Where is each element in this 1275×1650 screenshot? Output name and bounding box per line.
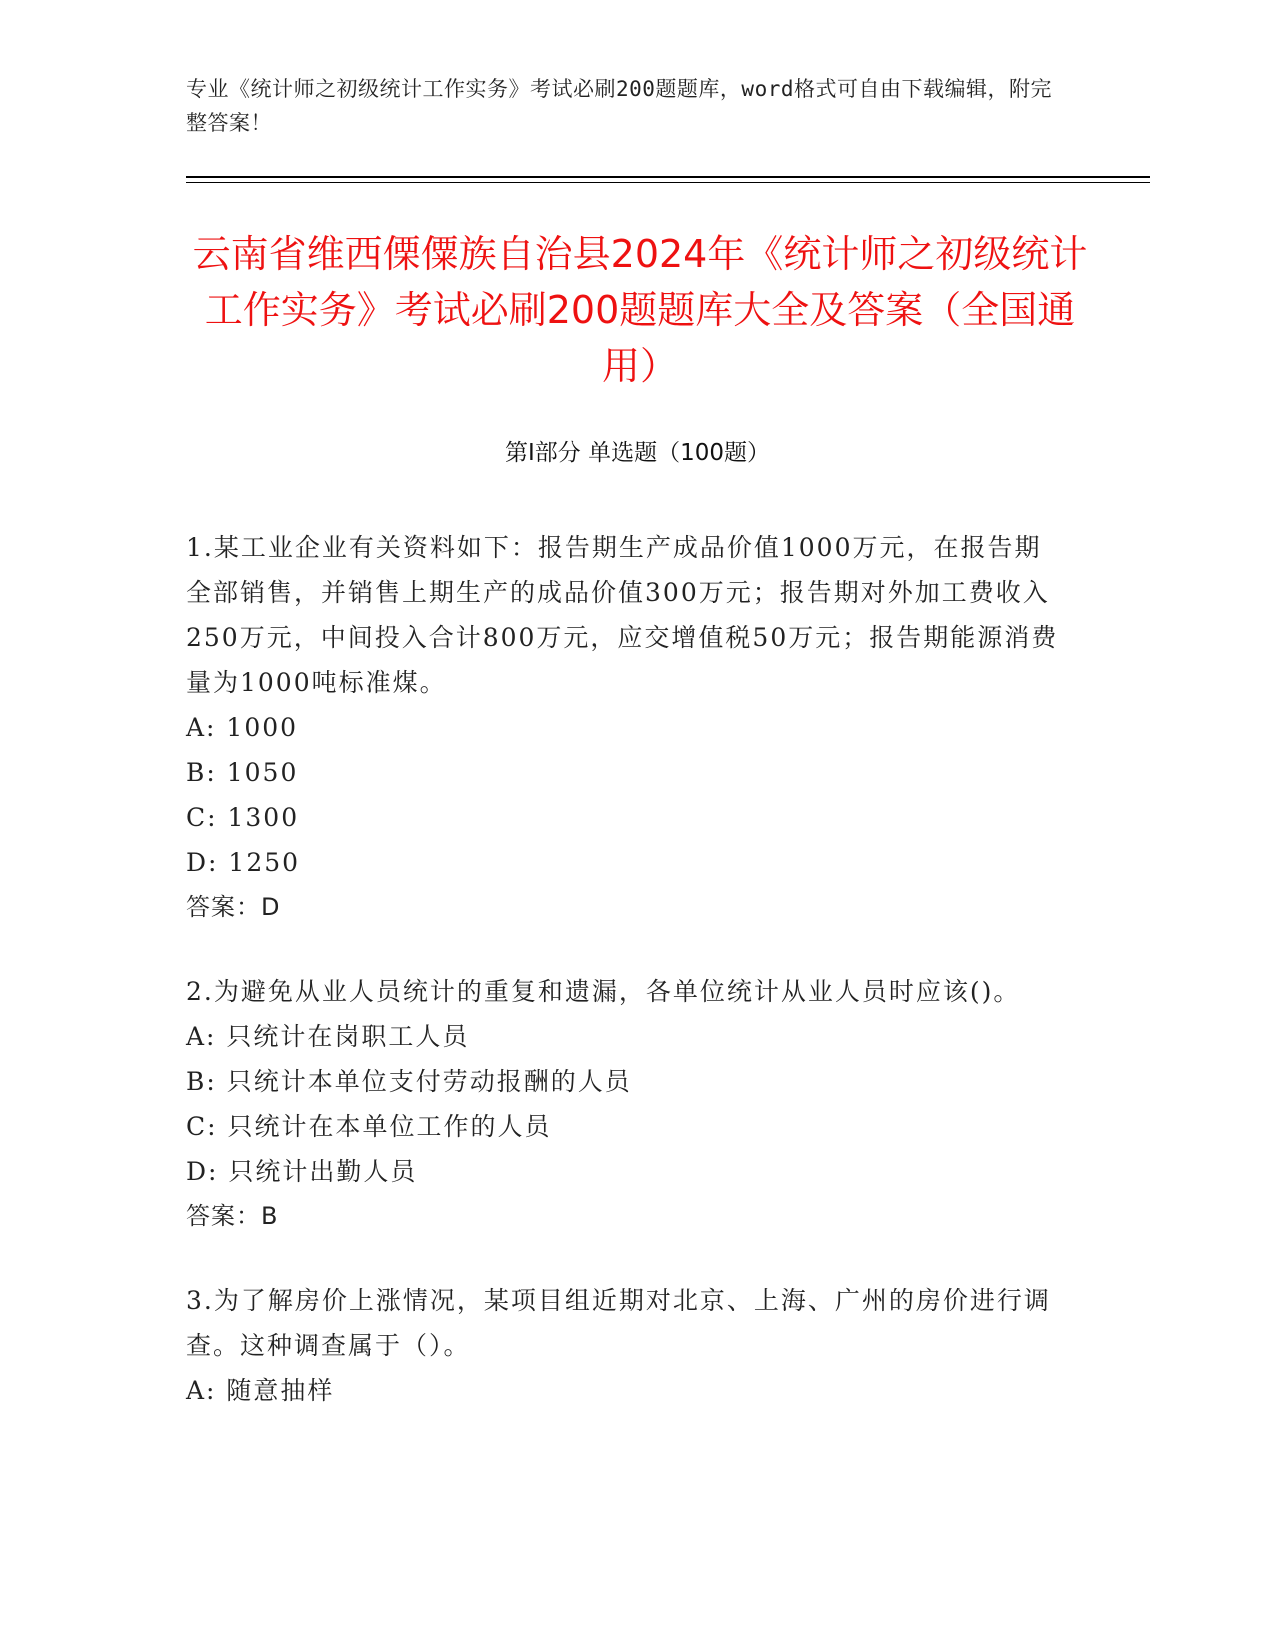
header-divider-thin xyxy=(186,182,1150,183)
document-title: 云南省维西傈僳族自治县2024年《统计师之初级统计工作实务》考试必刷200题题库大全及答案（全国通用） xyxy=(192,232,1088,388)
answer-line: 答案：D xyxy=(186,893,281,921)
question-item xyxy=(186,525,1066,930)
option-b: B: 只统计本单位支付劳动报酬的人员 xyxy=(186,1067,632,1096)
option-b: B: 1050 xyxy=(186,758,299,787)
question-item xyxy=(186,969,1066,1239)
option-c: C: 只统计在本单位工作的人员 xyxy=(186,1112,552,1141)
option-a: A: 随意抽样 xyxy=(186,1376,335,1405)
option-d: D: 1250 xyxy=(186,848,301,877)
section-heading: 第I部分 单选题（100题） xyxy=(505,440,770,466)
question-stem: 3.为了解房价上涨情况，某项目组近期对北京、上海、广州的房价进行调查。这种调查属于（）。 xyxy=(186,1286,1051,1360)
header-note: 专业《统计师之初级统计工作实务》考试必刷200题题库，word格式可自由下载编辑，附完整答案！ xyxy=(186,77,1052,135)
question-list xyxy=(186,525,1066,1452)
option-a: A: 只统计在岗职工人员 xyxy=(186,1022,470,1051)
header-divider-thick xyxy=(186,176,1150,178)
option-d: D: 只统计出勤人员 xyxy=(186,1157,418,1186)
answer-line: 答案：B xyxy=(186,1202,279,1230)
option-c: C: 1300 xyxy=(186,803,300,832)
question-item xyxy=(186,1278,1066,1413)
question-stem: 1.某工业企业有关资料如下：报告期生产成品价值1000万元，在报告期全部销售，并销售上期生产的成品价值300万元；报告期对外加工费收入250万元，中间投入合计800万元，应交增值税50万元；报告期能源消费量为1000吨标准煤。 xyxy=(186,533,1059,697)
option-a: A: 1000 xyxy=(186,713,299,742)
question-stem: 2.为避免从业人员统计的重复和遗漏，各单位统计从业人员时应该()。 xyxy=(186,977,1021,1006)
